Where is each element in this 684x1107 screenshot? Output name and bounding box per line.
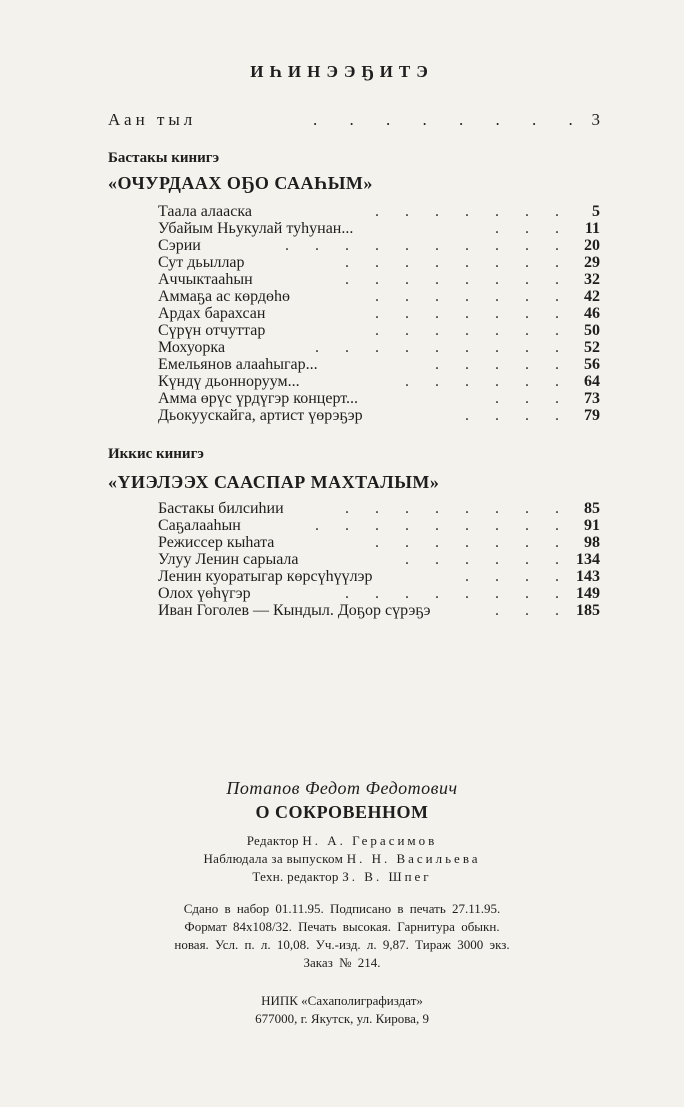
toc-item (158, 237, 600, 254)
toc-page-number: 42 (584, 288, 600, 305)
part-one-title: «ОЧУРДААХ ОҔО СААҺЫМ» (108, 173, 373, 193)
toc-item-title: Мохуорка (158, 339, 226, 356)
toc-item (158, 407, 600, 424)
toc-leader-dots: . . . . . . . (375, 534, 570, 551)
russian-title: О СОКРОВЕННОМ (255, 802, 429, 822)
spec-line: Сдано в набор 01.11.95. Подписано в печать 27.11.95. (183, 901, 501, 916)
toc-item (158, 585, 600, 602)
toc-page-number: 5 (592, 203, 600, 220)
toc-page-number: 32 (584, 271, 600, 288)
toc-item (158, 305, 600, 322)
toc-item-title: Ленин куоратыгар көрсүһүүлэр (158, 568, 373, 585)
publisher-address: 677000, г. Якутск, ул. Кирова, 9 (255, 1011, 429, 1026)
toc-item-title: Бастакы билсиһии (158, 500, 284, 517)
toc-page-number: 85 (584, 500, 600, 517)
toc-leader-dots: . . . (495, 390, 570, 407)
toc-item-title: Емельянов алааһыгар... (158, 356, 318, 373)
toc-item-title: Дьокуускайга, артист үөрэҕэр (158, 407, 363, 424)
toc-item-title: Убайым Ньукулай туһунан... (158, 220, 354, 237)
toc-item (158, 500, 600, 517)
toc-item-title: Күндү дьонноруум... (158, 373, 300, 390)
publisher-info (0, 992, 684, 1028)
toc-item-title: Сэрии (158, 237, 201, 254)
toc-item (158, 254, 600, 271)
toc-leader-dots: . . . . . . . (375, 305, 570, 322)
part-one-toc (158, 203, 600, 424)
toc-leader-dots: . . . . . . . . . (315, 517, 570, 534)
toc-item-title: Иван Гоголев — Кындыл. Доҕор сүрэҕэ (158, 602, 431, 619)
toc-leader-dots: . . . . . . . . (345, 271, 570, 288)
supervisor-name: Н. Н. Васильева (346, 851, 481, 866)
part-two-label: Иккис кинигэ (108, 446, 204, 462)
toc-item-title: Сут дьыллар (158, 254, 245, 271)
toc-item (158, 517, 600, 534)
contents-heading: ИҺИНЭЭҔИТЭ (250, 62, 434, 81)
toc-leader-dots: . . . . . . . (375, 322, 570, 339)
toc-leader-dots: . . . . . . . . . . (285, 237, 570, 254)
toc-item (158, 373, 600, 390)
toc-item (158, 203, 600, 220)
toc-page-number: 11 (584, 220, 600, 237)
part-two-title: «ҮИЭЛЭЭХ СААСПАР МАХТАЛЫМ» (108, 472, 440, 492)
toc-item-title: Сүрүн отчуттар (158, 322, 266, 339)
toc-item (158, 322, 600, 339)
toc-leader-dots: . . . . . . . . . (315, 339, 570, 356)
editor-name: Н. А. Герасимов (302, 833, 438, 848)
toc-item (158, 288, 600, 305)
toc-page-number: 46 (584, 305, 600, 322)
toc-leader-dots: . . . . (465, 568, 570, 585)
toc-page-number: 185 (576, 602, 600, 619)
toc-leader-dots: . . . . . . . . (345, 254, 570, 271)
toc-leader-dots: . . . . . . . (375, 288, 570, 305)
toc-leader-dots: . . . . . . . . (345, 500, 570, 517)
toc-leader-dots: . . . (495, 220, 570, 237)
toc-item-title: Олох үөһүгэр (158, 585, 251, 602)
toc-page-number: 79 (584, 407, 600, 424)
toc-item (158, 551, 600, 568)
part-one-label: Бастакы кинигэ (108, 150, 220, 166)
toc-item-title: Аммаҕа ас көрдөһө (158, 288, 291, 305)
toc-item-title: Аччыктааһын (158, 271, 253, 288)
toc-item (158, 568, 600, 585)
spec-line: новая. Усл. п. л. 10,08. Уч.-изд. л. 9,87. Тираж 3000 экз. (174, 937, 510, 952)
toc-page-number: 134 (576, 551, 600, 568)
toc-item (158, 220, 600, 237)
toc-item (158, 390, 600, 407)
toc-leader-dots: . . . . . . . . (313, 110, 587, 129)
toc-item-title: Амма өрүс үрдүгэр концерт... (158, 390, 359, 407)
spec-line: Заказ № 214. (303, 955, 381, 970)
toc-intro-row (108, 110, 600, 132)
spec-line: Формат 84х108/32. Печать высокая. Гарнитура обыкн. (184, 919, 500, 934)
imprint-block (0, 778, 684, 1028)
publisher-name: НИПК «Сахаполиграфиздат» (261, 993, 423, 1008)
toc-page-number: 73 (584, 390, 600, 407)
toc-item-title: Аан тыл (108, 110, 197, 129)
toc-leader-dots: . . . . (465, 407, 570, 424)
toc-page-number: 3 (591, 110, 600, 129)
print-specifications (0, 900, 684, 972)
tech-editor-line (0, 868, 684, 886)
author-name: Потапов Федот Федотович (226, 778, 458, 798)
part-two-toc (158, 500, 600, 619)
editor-label: Редактор (246, 833, 299, 848)
tech-editor-name: З. В. Шпег (342, 869, 432, 884)
toc-page-number: 56 (584, 356, 600, 373)
toc-item (158, 534, 600, 551)
toc-leader-dots: . . . . . . (405, 373, 570, 390)
toc-page-number: 52 (584, 339, 600, 356)
toc-page-number: 20 (584, 237, 600, 254)
supervisor-line (0, 850, 684, 868)
toc-leader-dots: . . . (495, 602, 570, 619)
toc-leader-dots: . . . . . (435, 356, 570, 373)
toc-item-title: Саҕалааһын (158, 517, 241, 534)
supervisor-label: Наблюдала за выпуском (203, 851, 344, 866)
toc-page-number: 50 (584, 322, 600, 339)
toc-item (158, 271, 600, 288)
toc-item (158, 356, 600, 373)
credits (0, 832, 684, 886)
toc-leader-dots: . . . . . . . (375, 203, 570, 220)
toc-item-title: Улуу Ленин сарыала (158, 551, 299, 568)
toc-page-number: 64 (584, 373, 600, 390)
toc-page-number: 29 (584, 254, 600, 271)
toc-page-number: 143 (576, 568, 600, 585)
toc-page-number: 98 (584, 534, 600, 551)
toc-item-title: Таала алааска (158, 203, 252, 220)
toc-page-number: 91 (584, 517, 600, 534)
toc-item (158, 339, 600, 356)
toc-item-title: Ардах барахсан (158, 305, 266, 322)
editor-line (0, 832, 684, 850)
toc-page-number: 149 (576, 585, 600, 602)
tech-editor-label: Техн. редактор (252, 869, 339, 884)
toc-leader-dots: . . . . . . (405, 551, 570, 568)
toc-leader-dots: . . . . . . . . (345, 585, 570, 602)
toc-item-title: Режиссер кыһата (158, 534, 275, 551)
toc-item (158, 602, 600, 619)
